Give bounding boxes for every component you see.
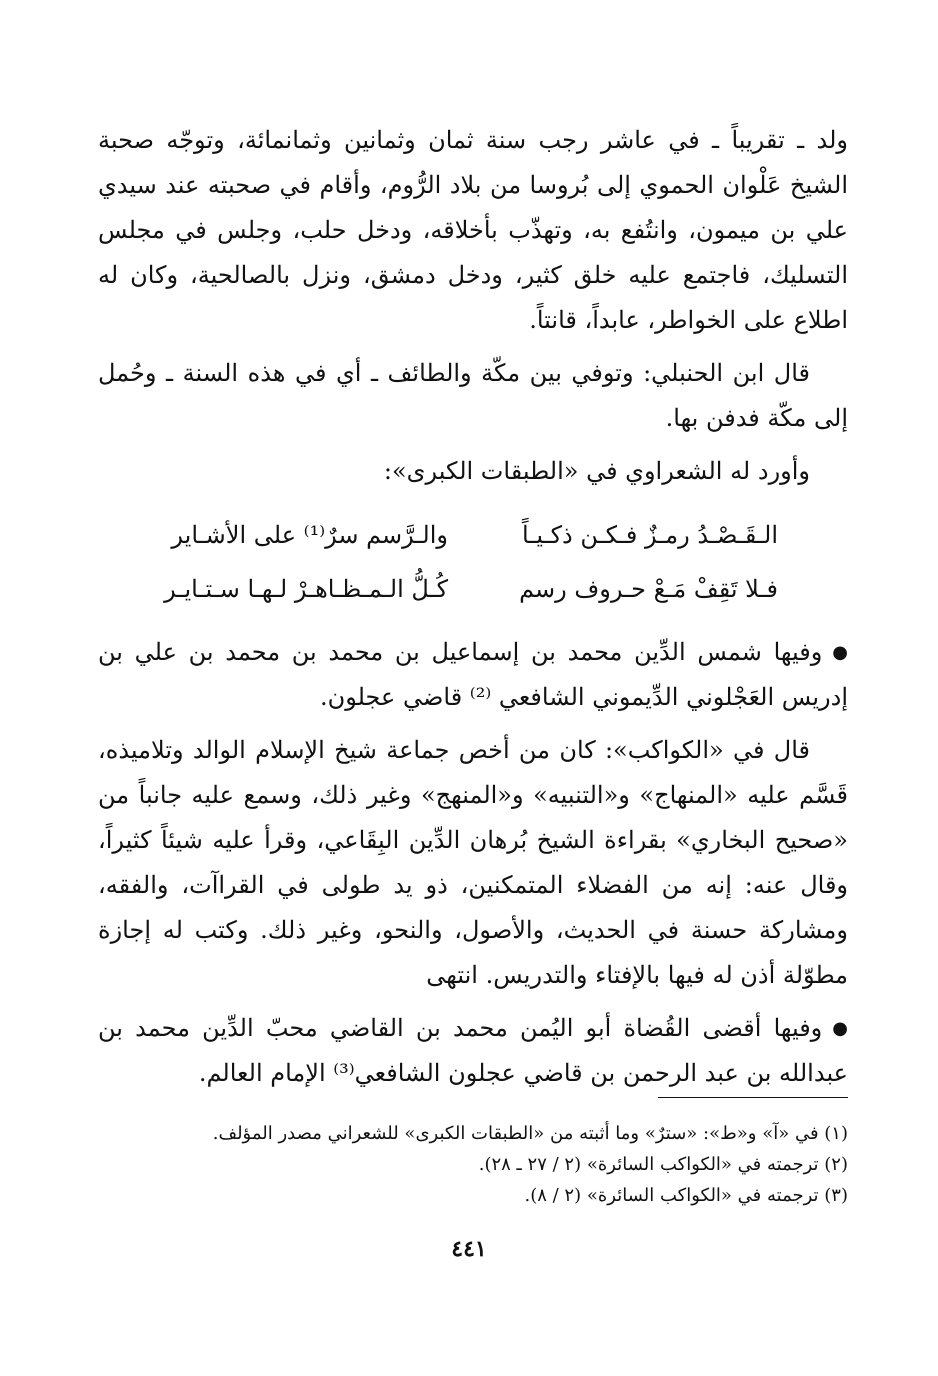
poem-verses xyxy=(98,508,848,616)
verse-1-first-hemistich: الـقَـصْـدُ رمـزٌ فـكـن ذكـيـاً xyxy=(521,520,778,549)
verse-1-second-hemistich: والـرَّسم سرٌ⁽¹⁾ على الأشـاير xyxy=(171,520,448,549)
footnote-2: (٢) ترجمته في «الكواكب السائرة» (٢ / ٢٧ ـ ٢٨). xyxy=(478,1154,848,1175)
verse-2-first-hemistich: فـلا تَقِفْ مَـعْ حـروف رسم xyxy=(519,574,778,603)
page-number: ٤٤١ xyxy=(451,1236,487,1262)
paragraph-shams-al-din xyxy=(98,630,848,720)
footnote-3: (٣) ترجمته في «الكواكب السائرة» (٢ / ٨). xyxy=(524,1185,848,1206)
verse-2-second-hemistich: كُـلُّ الـمـظـاهـرْ لـهـا سـتـايـر xyxy=(164,574,448,603)
main-text xyxy=(98,118,848,1104)
footnote-divider xyxy=(658,1097,848,1098)
paragraph-shams-text: وفيها شمس الدِّين محمد بن إسماعيل بن محمد بن محمد بن علي بن إدريس العَجْلوني الدِّيموني الشافعي ⁽²⁾ قاضي عجلون. xyxy=(98,638,848,711)
footnote-1: (١) في «آ» و«ط»: «سترٌ» وما أثبته من «الطبقات الكبرى» للشعراني مصدر المؤلف. xyxy=(212,1123,848,1144)
paragraph-sharawi-intro: وأورد له الشعراوي في «الطبقات الكبرى»: xyxy=(383,457,810,485)
paragraph-aqda-al-qudat xyxy=(98,1006,848,1096)
verse-line-2 xyxy=(98,562,848,616)
paragraph-kawakib: قال في «الكواكب»: كان من أخص جماعة شيخ الإسلام الوالد وتلاميذه، قَسَّم عليه «المنهاج» و«التنبيه» و«المنهج» وغير ذلك، وسمع عليه جانباً من «صحيح البخاري» بقراءة الشيخ بُرهان الدِّين البِقَاعي، وقرأ عليه شيئاً كثيراً، وقال عنه: إنه من الفضلاء المتمكنين، ذو يد طولى في القراآت، والفقه، ومشاركة حسنة في الحديث، والأصول، والنحو، وغير ذلك. وكتب له إجازة مطوّلة أذن له فيها بالإفتاء والتدريس. انتهى xyxy=(98,736,849,989)
footnotes xyxy=(98,1118,848,1211)
paragraph-aqda-text: وفيها أقضى القُضاة أبو اليُمن محمد بن القاضي محبّ الدِّين محمد بن عبدالله بن عبد الرحمن بن قاضي عجلون الشافعي⁽³⁾ الإمام العالم. xyxy=(98,1014,848,1087)
bullet-icon: ● xyxy=(832,1018,848,1039)
bullet-icon: ● xyxy=(832,642,848,663)
paragraph-birth: ولد ـ تقريباً ـ في عاشر رجب سنة ثمان وثمانين وثمانمائة، وتوجّه صحبة الشيخ عَلْوان الحموي إلى بُروسا من بلاد الرُّوم، وأقام في صحبته عند سيدي علي بن ميمون، وانتُفع به، وتهذّب بأخلاقه، ودخل حلب، وجلس في مجلس التسليك، فاجتمع عليه خلق كثير، ودخل دمشق، ونزل بالصالحية، وكان له اطلاع على الخواطر، عابداً، قانتاً. xyxy=(98,126,848,334)
paragraph-ibn-hanbali: قال ابن الحنبلي: وتوفي بين مكّة والطائف ـ أي في هذه السنة ـ وحُمل إلى مكّة فدفن بها. xyxy=(98,359,848,432)
verse-line-1 xyxy=(98,508,848,562)
